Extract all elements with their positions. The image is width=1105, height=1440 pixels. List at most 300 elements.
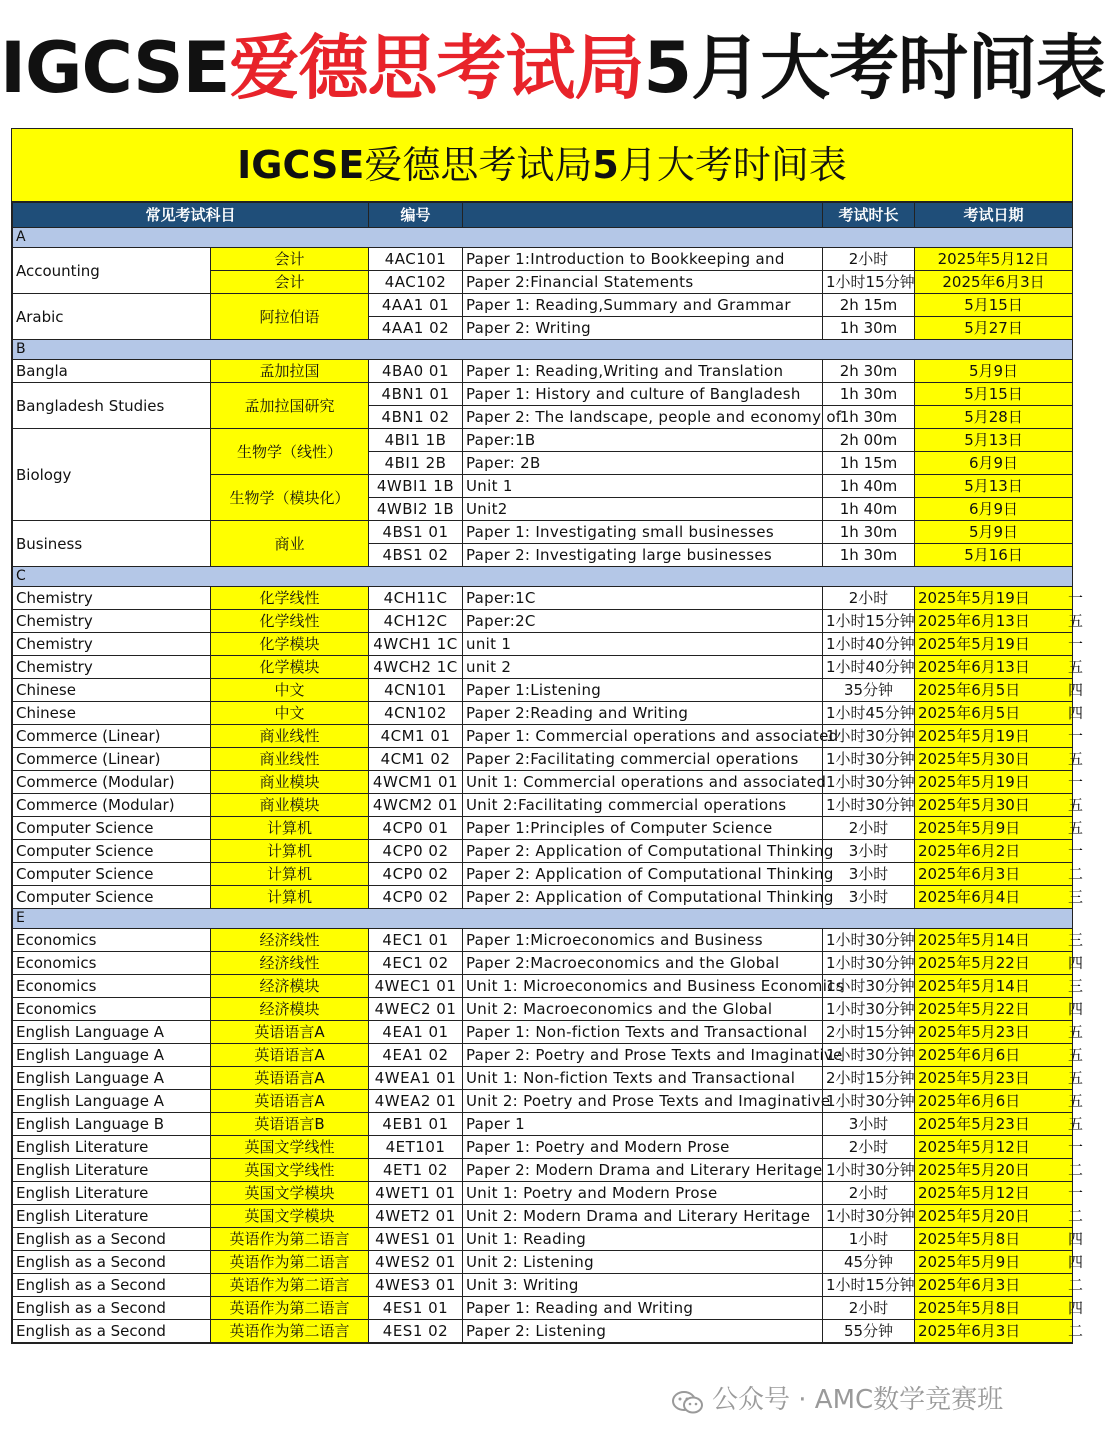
subject-cell: English as a Second bbox=[13, 1251, 211, 1274]
weekday-text: 一 bbox=[1068, 589, 1084, 607]
subject-cell: English as a Second bbox=[13, 1274, 211, 1297]
paper-cell: unit 2 bbox=[463, 656, 823, 679]
date-cell bbox=[915, 1205, 1084, 1228]
date-text: 2025年6月6日 bbox=[918, 1092, 1021, 1110]
table-row bbox=[13, 1182, 1073, 1205]
table-row bbox=[13, 294, 1073, 317]
duration-cell: 2h 15m bbox=[823, 294, 915, 317]
subject-cell: English as a Second bbox=[13, 1228, 211, 1251]
paper-cell: Unit 3: Writing bbox=[463, 1274, 823, 1297]
subject-cell: Computer Science bbox=[13, 886, 211, 909]
date-text: 2025年5月20日 bbox=[918, 1161, 1030, 1179]
duration-cell: 1小时30分钟 bbox=[823, 1159, 915, 1182]
duration-cell: 2小时15分钟 bbox=[823, 1067, 915, 1090]
subject-cn-cell: 商业线性 bbox=[211, 725, 369, 748]
paper-cell: Paper 1:Principles of Computer Science bbox=[463, 817, 823, 840]
subject-cell: Commerce (Modular) bbox=[13, 771, 211, 794]
code-cell: 4CM1 02 bbox=[369, 748, 463, 771]
duration-cell: 1小时30分钟 bbox=[823, 1044, 915, 1067]
date-text: 2025年5月9日 bbox=[918, 1253, 1021, 1271]
header-subject: 常见考试科目 bbox=[13, 203, 369, 228]
paper-cell: Unit 1: Poetry and Modern Prose bbox=[463, 1182, 823, 1205]
code-cell: 4EA1 01 bbox=[369, 1021, 463, 1044]
date-cell bbox=[915, 794, 1084, 817]
date-cell bbox=[915, 633, 1084, 656]
paper-cell: Paper 2: The landscape, people and economy of bbox=[463, 406, 823, 429]
duration-cell: 1小时 bbox=[823, 1228, 915, 1251]
weekday-text: 五 bbox=[1068, 796, 1084, 814]
weekday-text: 五 bbox=[1068, 1115, 1084, 1133]
subject-cell: Economics bbox=[13, 975, 211, 998]
code-cell: 4WES2 01 bbox=[369, 1251, 463, 1274]
subject-cell: English Literature bbox=[13, 1136, 211, 1159]
subject-cn-cell: 英国文学模块 bbox=[211, 1205, 369, 1228]
duration-cell: 2小时 bbox=[823, 1297, 915, 1320]
subject-cell: English Language A bbox=[13, 1090, 211, 1113]
weekday-text: 五 bbox=[1068, 750, 1084, 768]
paper-cell: Unit 2:Facilitating commercial operations bbox=[463, 794, 823, 817]
subject-cn-cell: 中文 bbox=[211, 679, 369, 702]
subject-cell: Business bbox=[13, 521, 211, 567]
duration-cell: 1h 30m bbox=[823, 544, 915, 567]
weekday-text: 二 bbox=[1068, 1207, 1084, 1225]
paper-cell: Paper 1: History and culture of Bangladesh bbox=[463, 383, 823, 406]
date-cell bbox=[915, 771, 1084, 794]
paper-cell: Paper 2: Modern Drama and Literary Heritage bbox=[463, 1159, 823, 1182]
date-text: 2025年6月13日 bbox=[918, 658, 1030, 676]
banner-part2: 爱德思考试局 bbox=[364, 143, 593, 187]
date-cell bbox=[915, 748, 1084, 771]
duration-cell: 2h 30m bbox=[823, 360, 915, 383]
subject-cn-cell: 英语作为第二语言 bbox=[211, 1228, 369, 1251]
banner-part3: 5 bbox=[592, 143, 619, 187]
duration-cell: 1小时30分钟 bbox=[823, 998, 915, 1021]
paper-cell: Paper 1:Microeconomics and Business bbox=[463, 929, 823, 952]
paper-cell: Paper 1: Non-fiction Texts and Transactional bbox=[463, 1021, 823, 1044]
header-date: 考试日期 bbox=[915, 203, 1073, 228]
subject-cn-cell: 化学线性 bbox=[211, 610, 369, 633]
date-cell: 5月15日 bbox=[915, 294, 1073, 317]
paper-cell: Paper 1:Listening bbox=[463, 679, 823, 702]
weekday-text: 四 bbox=[1068, 1253, 1084, 1271]
subject-cn-cell: 经济线性 bbox=[211, 952, 369, 975]
subject-cell: Economics bbox=[13, 952, 211, 975]
subject-cn-cell: 英语语言A bbox=[211, 1090, 369, 1113]
subject-cn-cell: 生物学（线性） bbox=[211, 429, 369, 475]
table-row bbox=[13, 1320, 1073, 1343]
paper-cell: Paper 2: Application of Computational Thinking bbox=[463, 886, 823, 909]
paper-cell: Paper 2: Application of Computational Thinking bbox=[463, 840, 823, 863]
code-cell: 4WET2 01 bbox=[369, 1205, 463, 1228]
duration-cell: 1小时30分钟 bbox=[823, 929, 915, 952]
duration-cell: 1小时45分钟 bbox=[823, 702, 915, 725]
paper-cell: Paper:1B bbox=[463, 429, 823, 452]
code-cell: 4WET1 01 bbox=[369, 1182, 463, 1205]
date-text: 2025年5月30日 bbox=[918, 796, 1030, 814]
duration-cell: 2小时 bbox=[823, 1182, 915, 1205]
weekday-text: 一 bbox=[1068, 727, 1084, 745]
duration-cell: 1h 40m bbox=[823, 475, 915, 498]
date-text: 2025年6月4日 bbox=[918, 888, 1021, 906]
subject-cell: Commerce (Linear) bbox=[13, 748, 211, 771]
paper-cell: Paper 2: Writing bbox=[463, 317, 823, 340]
table-row bbox=[13, 610, 1073, 633]
table-row bbox=[13, 1274, 1073, 1297]
duration-cell: 1小时30分钟 bbox=[823, 1090, 915, 1113]
schedule-table bbox=[12, 202, 1084, 1343]
code-cell: 4CH11C bbox=[369, 587, 463, 610]
weekday-text: 五 bbox=[1068, 1046, 1084, 1064]
weekday-text: 一 bbox=[1068, 1138, 1084, 1156]
duration-cell: 55分钟 bbox=[823, 1320, 915, 1343]
subject-cn-cell: 计算机 bbox=[211, 817, 369, 840]
duration-cell: 3小时 bbox=[823, 886, 915, 909]
table-row bbox=[13, 771, 1073, 794]
weekday-text: 五 bbox=[1068, 658, 1084, 676]
table-row bbox=[13, 1159, 1073, 1182]
section-row bbox=[13, 340, 1073, 360]
date-text: 2025年5月14日 bbox=[918, 931, 1030, 949]
date-cell bbox=[915, 1320, 1084, 1343]
section-label: A bbox=[13, 228, 1073, 248]
duration-cell: 2小时 bbox=[823, 817, 915, 840]
code-cell: 4EC1 02 bbox=[369, 952, 463, 975]
table-row bbox=[13, 383, 1073, 406]
paper-cell: Unit2 bbox=[463, 498, 823, 521]
subject-cell: Arabic bbox=[13, 294, 211, 340]
date-cell: 5月28日 bbox=[915, 406, 1073, 429]
subject-cell: Biology bbox=[13, 429, 211, 521]
date-cell bbox=[915, 840, 1084, 863]
code-cell: 4EC1 01 bbox=[369, 929, 463, 952]
table-header-row bbox=[13, 203, 1073, 228]
paper-cell: Unit 2: Macroeconomics and the Global bbox=[463, 998, 823, 1021]
date-text: 2025年6月3日 bbox=[918, 1276, 1021, 1294]
paper-cell: Unit 2: Modern Drama and Literary Heritage bbox=[463, 1205, 823, 1228]
date-cell bbox=[915, 1274, 1084, 1297]
weekday-text: 一 bbox=[1068, 635, 1084, 653]
watermark-text: 公众号 · AMC数学竞赛班 bbox=[712, 1385, 1004, 1415]
table-body bbox=[13, 228, 1084, 1343]
duration-cell: 1小时15分钟 bbox=[823, 610, 915, 633]
date-cell bbox=[915, 1159, 1084, 1182]
date-cell bbox=[915, 817, 1084, 840]
date-cell bbox=[915, 929, 1084, 952]
duration-cell: 1小时30分钟 bbox=[823, 748, 915, 771]
subject-cn-cell: 英国文学线性 bbox=[211, 1159, 369, 1182]
section-row bbox=[13, 228, 1073, 248]
subject-cn-cell: 经济模块 bbox=[211, 998, 369, 1021]
code-cell: 4BI1 1B bbox=[369, 429, 463, 452]
date-cell: 2025年5月12日 bbox=[915, 248, 1073, 271]
date-cell bbox=[915, 1113, 1084, 1136]
weekday-text: 四 bbox=[1068, 704, 1084, 722]
page-headline bbox=[0, 22, 1105, 114]
date-cell: 6月9日 bbox=[915, 452, 1073, 475]
table-row bbox=[13, 952, 1073, 975]
duration-cell: 1h 30m bbox=[823, 406, 915, 429]
paper-cell: Paper 2:Financial Statements bbox=[463, 271, 823, 294]
code-cell: 4CP0 02 bbox=[369, 863, 463, 886]
duration-cell: 2小时15分钟 bbox=[823, 1021, 915, 1044]
subject-cn-cell: 化学线性 bbox=[211, 587, 369, 610]
date-cell bbox=[915, 679, 1084, 702]
subject-cn-cell: 计算机 bbox=[211, 863, 369, 886]
weekday-text: 四 bbox=[1068, 1230, 1084, 1248]
section-row bbox=[13, 909, 1073, 929]
headline-part2: 爱德思考试局 bbox=[229, 27, 644, 109]
code-cell: 4ES1 02 bbox=[369, 1320, 463, 1343]
subject-cn-cell: 商业模块 bbox=[211, 771, 369, 794]
duration-cell: 1小时15分钟 bbox=[823, 271, 915, 294]
table-row bbox=[13, 929, 1073, 952]
table-row bbox=[13, 587, 1073, 610]
table-row bbox=[13, 1090, 1073, 1113]
paper-cell: Unit 2: Listening bbox=[463, 1251, 823, 1274]
wechat-icon bbox=[672, 1388, 704, 1414]
subject-cell: Bangla bbox=[13, 360, 211, 383]
date-text: 2025年5月8日 bbox=[918, 1299, 1021, 1317]
date-text: 2025年5月8日 bbox=[918, 1230, 1021, 1248]
date-cell bbox=[915, 1136, 1084, 1159]
paper-cell: Paper 1: Reading,Writing and Translation bbox=[463, 360, 823, 383]
table-row bbox=[13, 725, 1073, 748]
date-cell: 6月9日 bbox=[915, 498, 1073, 521]
duration-cell: 3小时 bbox=[823, 863, 915, 886]
subject-cn-cell: 会计 bbox=[211, 271, 369, 294]
weekday-text: 四 bbox=[1068, 1299, 1084, 1317]
subject-cell: English Language A bbox=[13, 1067, 211, 1090]
date-text: 2025年5月22日 bbox=[918, 1000, 1030, 1018]
paper-cell: Unit 1: Reading bbox=[463, 1228, 823, 1251]
table-row bbox=[13, 817, 1073, 840]
subject-cn-cell: 英语作为第二语言 bbox=[211, 1251, 369, 1274]
duration-cell: 1小时30分钟 bbox=[823, 725, 915, 748]
table-row bbox=[13, 702, 1073, 725]
weekday-text: 五 bbox=[1068, 1069, 1084, 1087]
date-text: 2025年5月23日 bbox=[918, 1023, 1030, 1041]
date-cell bbox=[915, 587, 1084, 610]
date-cell bbox=[915, 1297, 1084, 1320]
weekday-text: 四 bbox=[1068, 681, 1084, 699]
table-row bbox=[13, 863, 1073, 886]
paper-cell: Paper 2:Macroeconomics and the Global bbox=[463, 952, 823, 975]
paper-cell: Unit 1: Microeconomics and Business Economics bbox=[463, 975, 823, 998]
duration-cell: 35分钟 bbox=[823, 679, 915, 702]
paper-cell: Paper: 2B bbox=[463, 452, 823, 475]
date-cell bbox=[915, 1228, 1084, 1251]
watermark bbox=[672, 1380, 1003, 1420]
date-text: 2025年5月9日 bbox=[918, 819, 1021, 837]
weekday-text: 一 bbox=[1068, 842, 1084, 860]
subject-cn-cell: 经济线性 bbox=[211, 929, 369, 952]
table-row bbox=[13, 656, 1073, 679]
weekday-text: 五 bbox=[1068, 612, 1084, 630]
subject-cn-cell: 英语语言A bbox=[211, 1067, 369, 1090]
date-text: 2025年5月14日 bbox=[918, 977, 1030, 995]
section-label: E bbox=[13, 909, 1073, 929]
date-text: 2025年5月19日 bbox=[918, 773, 1030, 791]
table-row bbox=[13, 360, 1073, 383]
subject-cn-cell: 化学模块 bbox=[211, 656, 369, 679]
subject-cn-cell: 英语语言B bbox=[211, 1113, 369, 1136]
code-cell: 4WEA2 01 bbox=[369, 1090, 463, 1113]
table-row bbox=[13, 748, 1073, 771]
weekday-text: 二 bbox=[1068, 865, 1084, 883]
paper-cell: Paper 2: Poetry and Prose Texts and Imaginative bbox=[463, 1044, 823, 1067]
date-text: 2025年5月12日 bbox=[918, 1184, 1030, 1202]
code-cell: 4BA0 01 bbox=[369, 360, 463, 383]
date-cell: 5月15日 bbox=[915, 383, 1073, 406]
subject-cell: Chinese bbox=[13, 679, 211, 702]
date-text: 2025年5月22日 bbox=[918, 954, 1030, 972]
date-cell bbox=[915, 1067, 1084, 1090]
duration-cell: 2小时 bbox=[823, 1136, 915, 1159]
date-text: 2025年6月13日 bbox=[918, 612, 1030, 630]
subject-cn-cell: 生物学（模块化） bbox=[211, 475, 369, 521]
code-cell: 4CP0 02 bbox=[369, 886, 463, 909]
code-cell: 4BN1 01 bbox=[369, 383, 463, 406]
date-text: 2025年6月2日 bbox=[918, 842, 1021, 860]
table-row bbox=[13, 998, 1073, 1021]
subject-cn-cell: 孟加拉国 bbox=[211, 360, 369, 383]
date-text: 2025年5月23日 bbox=[918, 1115, 1030, 1133]
code-cell: 4WCM2 01 bbox=[369, 794, 463, 817]
weekday-text: 五 bbox=[1068, 819, 1084, 837]
date-text: 2025年5月19日 bbox=[918, 589, 1030, 607]
duration-cell: 2h 00m bbox=[823, 429, 915, 452]
date-text: 2025年5月23日 bbox=[918, 1069, 1030, 1087]
date-text: 2025年6月5日 bbox=[918, 704, 1021, 722]
subject-cell: English Literature bbox=[13, 1159, 211, 1182]
section-label: B bbox=[13, 340, 1073, 360]
header-code: 编号 bbox=[369, 203, 463, 228]
table-row bbox=[13, 1297, 1073, 1320]
weekday-text: 二 bbox=[1068, 1322, 1084, 1340]
date-cell bbox=[915, 952, 1084, 975]
subject-cell: English Language A bbox=[13, 1021, 211, 1044]
date-cell bbox=[915, 1021, 1084, 1044]
code-cell: 4ES1 01 bbox=[369, 1297, 463, 1320]
subject-cn-cell: 会计 bbox=[211, 248, 369, 271]
date-cell bbox=[915, 610, 1084, 633]
duration-cell: 1小时30分钟 bbox=[823, 794, 915, 817]
weekday-text: 三 bbox=[1068, 888, 1084, 906]
table-row bbox=[13, 1021, 1073, 1044]
section-row bbox=[13, 567, 1073, 587]
code-cell: 4WCM1 01 bbox=[369, 771, 463, 794]
date-cell bbox=[915, 863, 1084, 886]
code-cell: 4EB1 01 bbox=[369, 1113, 463, 1136]
subject-cell: Economics bbox=[13, 929, 211, 952]
code-cell: 4CP0 02 bbox=[369, 840, 463, 863]
subject-cn-cell: 孟加拉国研究 bbox=[211, 383, 369, 429]
paper-cell: Paper 1: Investigating small businesses bbox=[463, 521, 823, 544]
table-row bbox=[13, 840, 1073, 863]
date-cell: 5月27日 bbox=[915, 317, 1073, 340]
duration-cell: 1小时30分钟 bbox=[823, 771, 915, 794]
subject-cn-cell: 英语作为第二语言 bbox=[211, 1274, 369, 1297]
code-cell: 4WCH1 1C bbox=[369, 633, 463, 656]
date-text: 2025年5月19日 bbox=[918, 727, 1030, 745]
date-cell: 5月9日 bbox=[915, 521, 1073, 544]
code-cell: 4CH12C bbox=[369, 610, 463, 633]
code-cell: 4ET1 02 bbox=[369, 1159, 463, 1182]
table-row bbox=[13, 1136, 1073, 1159]
subject-cn-cell: 商业模块 bbox=[211, 794, 369, 817]
date-cell bbox=[915, 656, 1084, 679]
code-cell: 4BI1 2B bbox=[369, 452, 463, 475]
table-row bbox=[13, 1044, 1073, 1067]
date-text: 2025年5月20日 bbox=[918, 1207, 1030, 1225]
duration-cell: 1小时30分钟 bbox=[823, 975, 915, 998]
table-row bbox=[13, 1113, 1073, 1136]
subject-cell: Chemistry bbox=[13, 587, 211, 610]
subject-cell: English as a Second bbox=[13, 1320, 211, 1343]
code-cell: 4WES1 01 bbox=[369, 1228, 463, 1251]
paper-cell: Paper 1:Introduction to Bookkeeping and bbox=[463, 248, 823, 271]
subject-cn-cell: 中文 bbox=[211, 702, 369, 725]
subject-cn-cell: 计算机 bbox=[211, 886, 369, 909]
table-row bbox=[13, 521, 1073, 544]
headline-part1: IGCSE bbox=[0, 27, 230, 109]
date-cell bbox=[915, 998, 1084, 1021]
table-row bbox=[13, 248, 1073, 271]
subject-cn-cell: 计算机 bbox=[211, 840, 369, 863]
code-cell: 4BS1 02 bbox=[369, 544, 463, 567]
code-cell: 4CM1 01 bbox=[369, 725, 463, 748]
banner-part4: 月大考时间表 bbox=[618, 143, 847, 187]
subject-cell: English Language A bbox=[13, 1044, 211, 1067]
subject-cell: Chemistry bbox=[13, 610, 211, 633]
code-cell: 4CP0 01 bbox=[369, 817, 463, 840]
headline-part3: 5月大考时间表 bbox=[643, 27, 1105, 109]
subject-cell: Computer Science bbox=[13, 840, 211, 863]
date-cell: 5月13日 bbox=[915, 429, 1073, 452]
weekday-text: 二 bbox=[1068, 1161, 1084, 1179]
table-row bbox=[13, 1205, 1073, 1228]
date-cell bbox=[915, 1182, 1084, 1205]
code-cell: 4AC102 bbox=[369, 271, 463, 294]
paper-cell: unit 1 bbox=[463, 633, 823, 656]
section-label: C bbox=[13, 567, 1073, 587]
subject-cn-cell: 商业线性 bbox=[211, 748, 369, 771]
date-text: 2025年5月19日 bbox=[918, 635, 1030, 653]
sheet-banner bbox=[12, 129, 1072, 202]
duration-cell: 1小时15分钟 bbox=[823, 1274, 915, 1297]
table-row bbox=[13, 679, 1073, 702]
subject-cell: Accounting bbox=[13, 248, 211, 294]
paper-cell: Paper 2:Reading and Writing bbox=[463, 702, 823, 725]
paper-cell: Unit 1: Commercial operations and associated bbox=[463, 771, 823, 794]
table-row bbox=[13, 1067, 1073, 1090]
code-cell: 4WEA1 01 bbox=[369, 1067, 463, 1090]
date-cell bbox=[915, 886, 1084, 909]
paper-cell: Unit 1 bbox=[463, 475, 823, 498]
subject-cn-cell: 商业 bbox=[211, 521, 369, 567]
date-cell: 5月16日 bbox=[915, 544, 1073, 567]
code-cell: 4WCH2 1C bbox=[369, 656, 463, 679]
code-cell: 4WEC1 01 bbox=[369, 975, 463, 998]
paper-cell: Unit 1: Non-fiction Texts and Transactional bbox=[463, 1067, 823, 1090]
date-text: 2025年5月30日 bbox=[918, 750, 1030, 768]
subject-cell: Bangladesh Studies bbox=[13, 383, 211, 429]
subject-cn-cell: 化学模块 bbox=[211, 633, 369, 656]
code-cell: 4WBI1 1B bbox=[369, 475, 463, 498]
weekday-text: 一 bbox=[1068, 773, 1084, 791]
date-cell: 2025年6月3日 bbox=[915, 271, 1073, 294]
code-cell: 4WBI2 1B bbox=[369, 498, 463, 521]
